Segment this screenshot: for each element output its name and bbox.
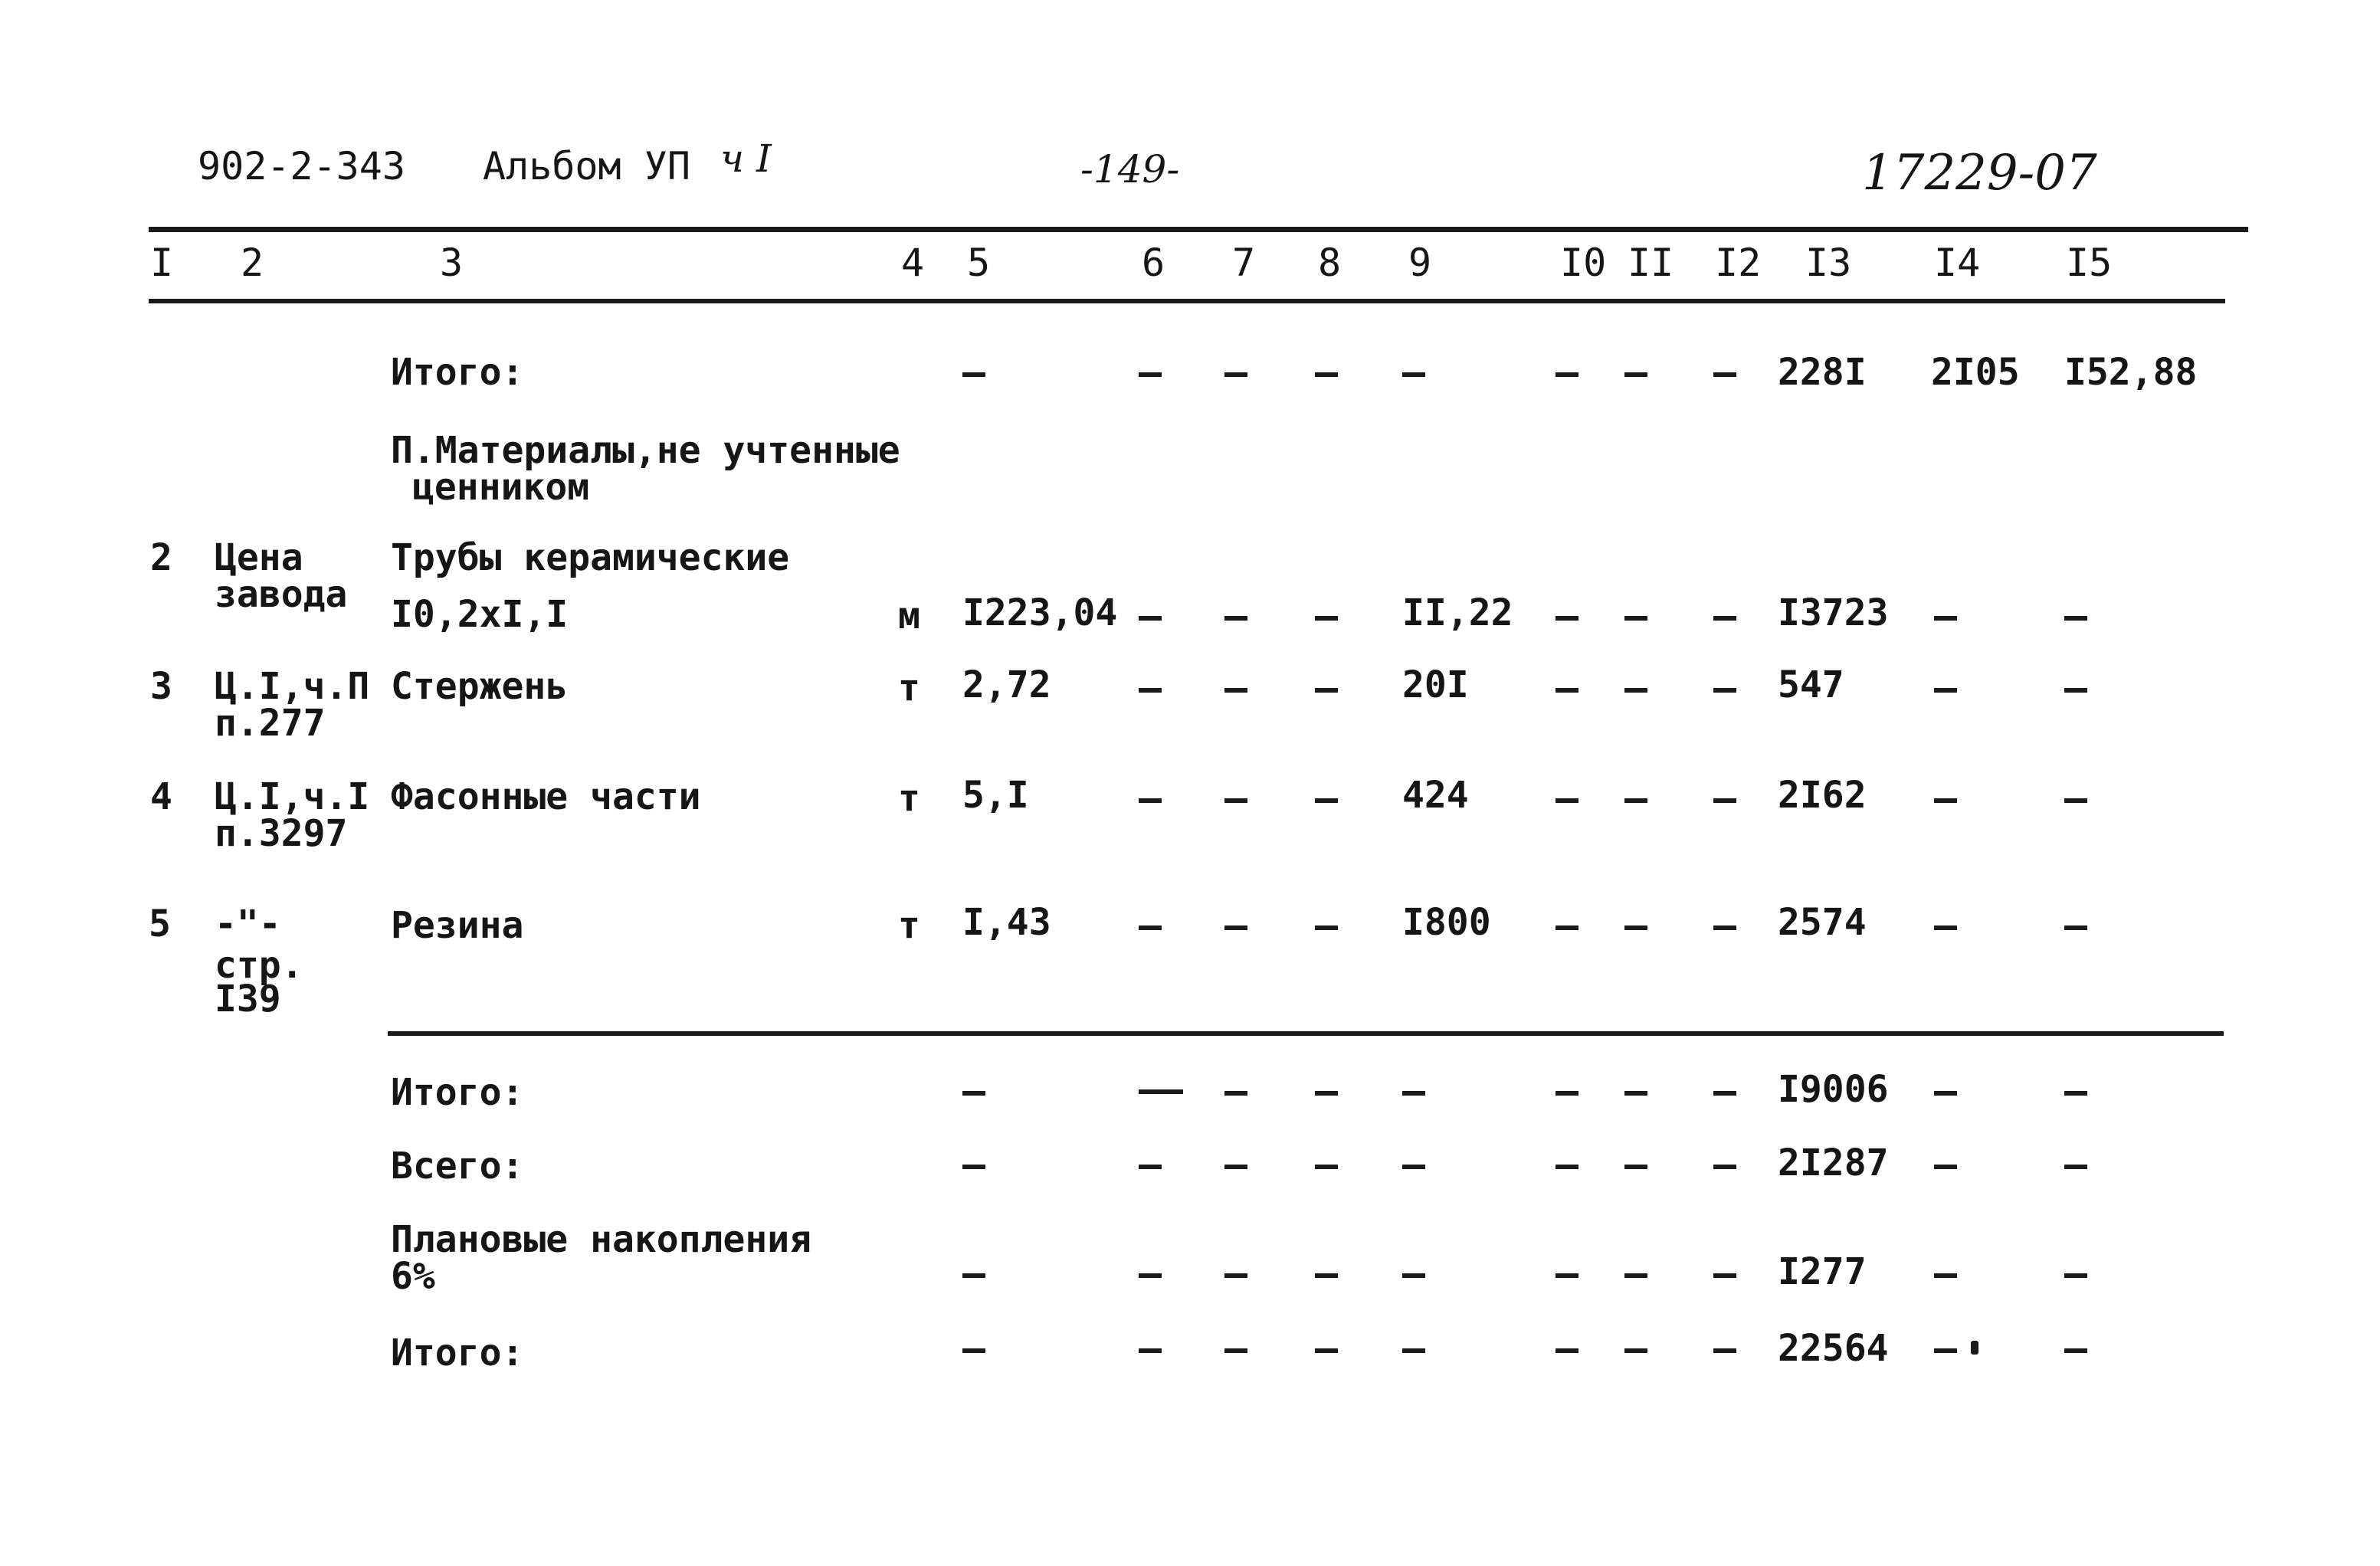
totals-separator-rule xyxy=(388,1031,2224,1036)
column-header: 8 xyxy=(1318,241,1342,285)
dash-col7 xyxy=(1224,688,1247,693)
dash-col10 xyxy=(1556,372,1578,377)
dash-col7 xyxy=(1224,1165,1247,1169)
dash-col10 xyxy=(1556,1091,1578,1096)
dash-col7 xyxy=(1224,798,1247,803)
column-header: I xyxy=(150,241,174,285)
row-total-label: Итого: xyxy=(391,1071,524,1114)
cell-col13: 228I xyxy=(1778,351,1867,394)
row-name: Трубы керамические xyxy=(391,536,790,579)
column-header: II xyxy=(1628,241,1674,285)
dash-col7 xyxy=(1224,1091,1247,1096)
cell-col9: 20I xyxy=(1402,663,1469,706)
cell-col15: I52,88 xyxy=(2064,351,2198,394)
dash-col5 xyxy=(962,1273,985,1278)
column-header: 4 xyxy=(901,241,925,285)
dash-col6 xyxy=(1139,688,1162,693)
album-label: Альбом УП xyxy=(483,144,690,188)
dash-col15 xyxy=(2064,1273,2087,1278)
document-number: 17229-07 xyxy=(1862,145,2097,201)
dash-col12 xyxy=(1713,1091,1736,1096)
dash-col7 xyxy=(1224,1348,1247,1353)
dash-col15 xyxy=(2064,1091,2087,1096)
cell-col5: I,43 xyxy=(962,901,1051,944)
section-heading-cont: ценником xyxy=(412,466,590,509)
column-header: 6 xyxy=(1142,241,1165,285)
row-total-label: Итого: xyxy=(391,1332,524,1374)
row-number: 2 xyxy=(150,536,172,579)
column-header: I5 xyxy=(2066,241,2113,285)
cell-col9: II,22 xyxy=(1402,591,1513,634)
dash-col12 xyxy=(1713,616,1736,621)
dash-col8 xyxy=(1315,1273,1338,1278)
dash-col12 xyxy=(1713,1165,1736,1169)
dash-col6 xyxy=(1139,1165,1162,1169)
dash-col8 xyxy=(1315,798,1338,803)
cell-col9: 424 xyxy=(1402,774,1469,817)
document-code: 902-2-343 xyxy=(198,144,405,188)
row-source: стр. xyxy=(215,944,303,987)
dash-col15 xyxy=(2064,688,2087,693)
dash-col14 xyxy=(1934,1348,1957,1353)
row-planned-savings-label: Плановые накопления xyxy=(391,1218,812,1261)
dash-col11 xyxy=(1624,1091,1647,1096)
column-header: I4 xyxy=(1934,241,1981,285)
row-source: Ц.I,ч.П xyxy=(215,665,370,708)
dash-col9 xyxy=(1402,1348,1425,1353)
dash-col10 xyxy=(1556,1165,1578,1169)
row-source: п.3297 xyxy=(215,812,348,855)
page-number: -149- xyxy=(1080,147,1180,192)
row-name: Стержень xyxy=(391,665,569,708)
row-total-label: Итого: xyxy=(391,351,524,394)
dash-col14 xyxy=(1934,1091,1957,1096)
dash-col10 xyxy=(1556,688,1578,693)
album-part: ч I xyxy=(720,136,772,181)
dash-col8 xyxy=(1315,926,1338,930)
dash-col10 xyxy=(1556,1348,1578,1353)
dash-col11 xyxy=(1624,926,1647,930)
dash-col12 xyxy=(1713,798,1736,803)
section-heading: П.Материалы,не учтенные xyxy=(391,429,900,472)
dash-col14 xyxy=(1934,688,1957,693)
dash-col6 xyxy=(1139,1348,1162,1353)
row-name: Резина xyxy=(391,904,524,947)
dash-col15 xyxy=(2064,616,2087,621)
row-source: -"- xyxy=(215,903,281,945)
cell-col5: 5,I xyxy=(962,774,1029,817)
dash-col7 xyxy=(1224,372,1247,377)
dash-col6 xyxy=(1139,1089,1183,1094)
dash-col6 xyxy=(1139,926,1162,930)
cell-col13: 2I287 xyxy=(1778,1142,1889,1184)
dash-col12 xyxy=(1713,372,1736,377)
dash-col10 xyxy=(1556,1273,1578,1278)
dash-col11 xyxy=(1624,688,1647,693)
cell-col5: I223,04 xyxy=(962,591,1118,634)
dash-col12 xyxy=(1713,688,1736,693)
row-name: I0,2xI,I xyxy=(391,593,569,636)
dash-col5 xyxy=(962,1091,985,1096)
row-source: I39 xyxy=(215,978,281,1021)
column-header: I0 xyxy=(1560,241,1607,285)
dash-col6 xyxy=(1139,372,1162,377)
cell-col13: 2574 xyxy=(1778,901,1867,944)
dash-col8 xyxy=(1315,1165,1338,1169)
column-header: 2 xyxy=(241,241,264,285)
dash-col5 xyxy=(962,1165,985,1169)
cell-col13: 22564 xyxy=(1778,1327,1889,1370)
row-number: 5 xyxy=(149,903,171,945)
row-planned-savings-rate: 6% xyxy=(391,1255,435,1298)
dash-col5 xyxy=(962,1348,985,1353)
dash-col14 xyxy=(1934,616,1957,621)
dash-col9 xyxy=(1402,1165,1425,1169)
dash-col9 xyxy=(1402,1091,1425,1096)
column-header: I3 xyxy=(1805,241,1852,285)
row-source: Ц.I,ч.I xyxy=(215,775,370,818)
header-top-rule xyxy=(149,227,2248,232)
header-bottom-rule xyxy=(149,299,2225,303)
dash-col5 xyxy=(962,372,985,377)
row-source: Цена xyxy=(215,536,303,579)
row-name: Фасонные части xyxy=(391,775,701,818)
dash-col11 xyxy=(1624,1273,1647,1278)
dash-col11 xyxy=(1624,616,1647,621)
dash-col14 xyxy=(1934,798,1957,803)
cell-col14: 2I05 xyxy=(1931,351,2020,394)
dash-col14 xyxy=(1934,1273,1957,1278)
column-header: I2 xyxy=(1715,241,1762,285)
dash-col15 xyxy=(2064,1165,2087,1169)
dash-col8 xyxy=(1315,1348,1338,1353)
row-grand-total-label: Всего: xyxy=(391,1145,524,1188)
dash-col8 xyxy=(1315,688,1338,693)
dash-col10 xyxy=(1556,798,1578,803)
dash-col12 xyxy=(1713,926,1736,930)
dash-col12 xyxy=(1713,1273,1736,1278)
row-source: п.277 xyxy=(215,702,326,745)
dash-col8 xyxy=(1315,616,1338,621)
dash-col6 xyxy=(1139,616,1162,621)
column-header: 5 xyxy=(967,241,991,285)
dash-col7 xyxy=(1224,926,1247,930)
column-header: 7 xyxy=(1232,241,1256,285)
dash-col15 xyxy=(2064,926,2087,930)
dash-col11 xyxy=(1624,1348,1647,1353)
row-unit: м xyxy=(898,595,920,637)
dash-col7 xyxy=(1224,1273,1247,1278)
dash-col11 xyxy=(1624,798,1647,803)
column-header: 9 xyxy=(1408,241,1432,285)
dash-col6 xyxy=(1139,798,1162,803)
row-number: 4 xyxy=(150,775,172,818)
cell-col13: I277 xyxy=(1778,1250,1867,1293)
dash-col15 xyxy=(2064,798,2087,803)
dash-col9 xyxy=(1402,1273,1425,1278)
dash-col12 xyxy=(1713,1348,1736,1353)
dash-col7 xyxy=(1224,616,1247,621)
row-unit: т xyxy=(898,777,920,820)
row-number: 3 xyxy=(150,665,172,708)
column-header: 3 xyxy=(440,241,464,285)
dash-col8 xyxy=(1315,1091,1338,1096)
dash-col9 xyxy=(1402,372,1425,377)
dash-col8 xyxy=(1315,372,1338,377)
cell-col9: I800 xyxy=(1402,901,1491,944)
dash-col14 xyxy=(1934,1165,1957,1169)
ink-mark xyxy=(1971,1341,1978,1355)
cell-col13: I3723 xyxy=(1778,591,1889,634)
row-unit: т xyxy=(898,667,920,709)
dash-col6 xyxy=(1139,1273,1162,1278)
dash-col11 xyxy=(1624,1165,1647,1169)
dash-col10 xyxy=(1556,616,1578,621)
dash-col15 xyxy=(2064,1348,2087,1353)
row-unit: т xyxy=(898,904,920,947)
cell-col13: 2I62 xyxy=(1778,774,1867,817)
row-source: завода xyxy=(215,573,348,616)
dash-col10 xyxy=(1556,926,1578,930)
dash-col11 xyxy=(1624,372,1647,377)
dash-col14 xyxy=(1934,926,1957,930)
cell-col5: 2,72 xyxy=(962,663,1051,706)
cell-col13: 547 xyxy=(1778,663,1844,706)
cell-col13: I9006 xyxy=(1778,1068,1889,1111)
